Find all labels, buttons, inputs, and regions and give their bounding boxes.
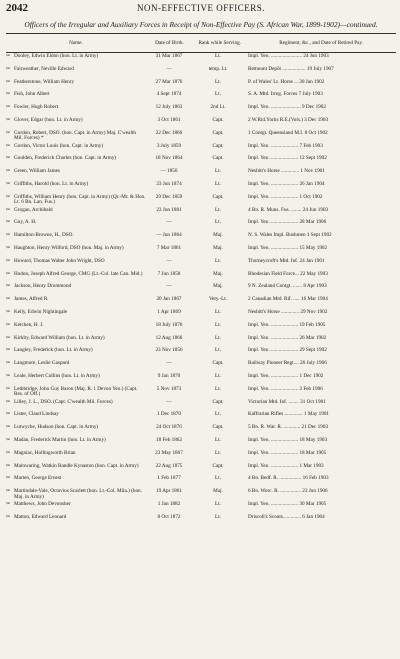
birth-date: 23 Jun 1881 [156, 206, 182, 213]
officer-name: ✂ Howard, Thomas Walter John Wright, DSO [6, 259, 146, 265]
officer-name: ✂ Griffiths, William Henry (hon. Capt. in Army) (Qr.-Mr. & Hon. Lt. 6 Bn. Lan. Fus.) [6, 195, 146, 206]
officer-name: ✂ Ketchen, H. J. [6, 323, 146, 329]
table-row [6, 195, 396, 208]
rank: Maj. [213, 244, 223, 251]
officer-name: ✂ Lethbridge, John Guy Baron (Maj. R. 1 Devon Yeo.) (Capt. Res. of Off.) [6, 387, 146, 398]
birth-date: 23 May 1867 [155, 449, 183, 456]
table-row [6, 80, 396, 93]
officer-name: ✂ Green, William James [6, 169, 146, 175]
rank: Maj. [213, 232, 223, 239]
regiment-date: Impl. Yeo. ..................... 26 Jan 1904 [248, 180, 325, 187]
officer-name: ✂ Langley, Frederick (hon. Lt. in Army) [6, 348, 146, 354]
rank: Lt. [215, 321, 221, 328]
table-row [6, 400, 396, 413]
regiment-date: N. S. Wales Impl. Bushmen 1 Sept 1902 [248, 232, 332, 239]
birth-date: — [166, 360, 172, 367]
birth-date: 27 Mar 1876 [155, 78, 183, 85]
birth-date: — Jun 1864 [156, 232, 182, 239]
table-row [6, 208, 396, 221]
officer-name: ✂ Glover, Edgar (hon. Lt. in Army) [6, 118, 146, 124]
header-name: Name. [69, 40, 83, 46]
regiment-date: Impl. Yeo. ........................ 24 Jun 1903 [248, 53, 329, 59]
birth-date: 9 Jan 1870 [157, 372, 181, 379]
officer-name: ✂ James, Alfred R. [6, 297, 146, 303]
officer-name: ✂ Grogan, Archibald [6, 208, 146, 214]
officer-name: ✂ Matthews, John Devonsher [6, 502, 146, 508]
birth-date: — [166, 65, 172, 72]
birth-date: 29 Dec 1859 [155, 193, 183, 200]
rank: Lt. [215, 500, 221, 507]
regiment-date: Impl. Yeo. ....................... 9 Dec 1902 [248, 104, 326, 111]
table-row [6, 118, 396, 131]
page-number: 2042 [6, 2, 28, 14]
rank: Lt. [215, 449, 221, 456]
officer-name: ✂ Gordon, Victor Louis (hon. Capt. in Army) [6, 144, 146, 150]
rank: Lt. [215, 257, 221, 264]
officer-name: ✂ Lutwyche, Hudson (hon. Capt. in Army) [6, 425, 146, 431]
officer-name: ✂ Gordon, Robert, DSO. (hon. Capt. in Army) Maj. C'wealth Mil. Forces) * [6, 131, 146, 142]
table-row [6, 425, 396, 438]
officer-name: ✂ Marten, George Ernest [6, 476, 146, 482]
rank: Lt. [215, 308, 221, 315]
regiment-date: Thorneycroft's Mtd. Inf. 24 Jan 1901 [248, 257, 325, 264]
regiment-date: 4 Bn. R. Muns. Fus. ........ 24 Jun 1903 [248, 206, 329, 213]
birth-date: 23 Nov 1856 [155, 347, 183, 354]
table-row [6, 284, 396, 297]
birth-date: 22 Aug 1875 [155, 462, 183, 469]
birth-date: 1 Jan 1882 [157, 500, 181, 507]
rank: Maj. [213, 488, 223, 495]
table-row [6, 374, 396, 387]
birth-date: 1 Apr 1869 [157, 308, 181, 315]
regiment-date: Kaffrarian Rifles .............. 1 May 1901 [248, 411, 330, 418]
officer-name: ✂ Kirkby, Edward William (hon. Lt. in Army) [6, 336, 146, 342]
rank: temp. Lt. [208, 65, 228, 72]
rank: Lt. [215, 78, 221, 85]
header-rank: Rank while Serving. [198, 40, 241, 46]
officer-name: ✂ Haughton, Henry Wilford, DSO (hon. Maj. in Army) [6, 246, 146, 252]
table-row [6, 156, 396, 169]
regiment-date: 4 Bn. Bedf. R. ................. 16 Feb 1903 [248, 475, 329, 482]
regiment-date: Impl. Yeo. ..................... 15 May 1902 [248, 244, 328, 251]
table-row [6, 515, 396, 528]
header-birth: Date of Birth. [155, 40, 184, 46]
rank: Lt. [215, 513, 221, 520]
rank: Lt. [215, 411, 221, 418]
officer-name: ✂ Matton, Edward Leonard [6, 515, 146, 521]
rank: Lt. [215, 168, 221, 175]
rank: Vety.-Lt. [208, 296, 228, 303]
regiment-date: Impl. Yeo. ..................... 7 Feb 1903 [248, 142, 323, 149]
regiment-date: Impl. Yeo. ..................... 26 Mar 1902 [248, 334, 327, 341]
rank: Capt. [212, 116, 224, 123]
regiment-date: Victorian Mtd. Inf. ........ 31 Oct 1901 [248, 398, 326, 405]
rank: Capt. [212, 142, 224, 149]
rank: Lt. [215, 53, 221, 59]
rank: Lt. [215, 347, 221, 354]
rank: Lt. [215, 334, 221, 341]
birth-date: 22 Dec 1866 [155, 129, 183, 136]
birth-date: 31 Mar 1867 [155, 53, 183, 59]
regiment-date: Rhodesian Field Force... 22 May 1903 [248, 270, 328, 277]
officer-name: ✂ Mainwaring, Watkin Randle Kynaston (hon. Capt. in Army) [6, 464, 146, 470]
regiment-date: Impl. Yeo. ..................... 18 Mar 1905 [248, 449, 327, 456]
birth-date: 5 Nov 1873 [156, 385, 182, 392]
birth-date: 18 Nov 1864 [155, 155, 183, 162]
birth-date: 7 Mar 1861 [156, 244, 182, 251]
top-bar [6, 2, 396, 16]
officer-name: ✂ Kelly, Edwin Nightingale [6, 310, 146, 316]
table-row [6, 182, 396, 195]
birth-date: 8 Oct 1872 [157, 513, 181, 520]
regiment-date: Nesbitt's Horse .............. 1 Nov 1901 [248, 168, 325, 175]
regiment-date: 5 Bn. R. War. R. ............. 21 Dec 1903 [248, 424, 329, 431]
birth-date: — [166, 283, 172, 290]
birth-date: 24 Oct 1876 [156, 424, 182, 431]
page [6, 2, 396, 527]
table-row [6, 259, 396, 272]
regiment-date: S. A. Mtd. Irreg. Forces 7 July 1903 [248, 91, 323, 98]
officer-name: ✂ Featherstone, William Henry [6, 80, 146, 86]
rank: Lt. [215, 91, 221, 98]
table-row [6, 451, 396, 464]
birth-date: 3 July 1859 [156, 142, 182, 149]
regiment-date: Impl. Yeo. ..................... 29 Sept 1902 [248, 347, 327, 354]
table-row [6, 310, 396, 323]
table-row [6, 502, 396, 515]
officer-name: ✂ Guy, A. H. [6, 220, 146, 226]
officer-name: ✂ Hamilton-Browne, H., DSO. [6, 233, 146, 239]
table-row [6, 246, 396, 259]
regiment-date: Impl. Yeo. ..................... 30 Mar 1905 [248, 500, 327, 507]
rank: Capt. [212, 129, 224, 136]
officer-name: ✂ Langmore, Leslie Gaspard [6, 361, 146, 367]
rank: Capt. [212, 193, 224, 200]
regiment-date: Impl. Yeo. ..................... 2 Feb 1906 [248, 385, 323, 392]
regiment-date: Impl. Yeo. ..................... 18 May 1903 [248, 436, 328, 443]
table-row [6, 67, 396, 80]
officer-name: ✂ Leale, Herbert Collins (hon. Lt. in Army) [6, 374, 146, 380]
table-body [6, 54, 396, 527]
rank: Lt. [215, 385, 221, 392]
regiment-date: Impl. Yeo. ..................... 19 Feb 1905 [248, 321, 326, 328]
regiment-date: Impl. Yeo. ..................... 1 Oct 1902 [248, 193, 323, 200]
table-row [6, 489, 396, 502]
rank: Lt. [215, 206, 221, 213]
officer-name: ✂ Griffiths, Harold (hon. Lt. in Army) [6, 182, 146, 188]
rank: Capt. [212, 462, 224, 469]
officer-name: ✂ Goulden, Frederick Charles (hon. Capt. in Army) [6, 156, 146, 162]
officer-name: ✂ Fairweather, Neville Edward [6, 67, 146, 73]
regiment-date: Impl. Yeo. ..................... 1 Dec 1902 [248, 372, 324, 379]
table-header [6, 33, 396, 53]
rank: Capt. [212, 398, 224, 405]
officer-name: ✂ Lilley, J. L., DSO. (Capt. C'wealth Mil. Forces) [6, 400, 146, 406]
birth-date: 1 Dec 1870 [157, 411, 181, 418]
regiment-date: Impl. Yeo. ..................... 1 Mar 1903 [248, 462, 324, 469]
rank: Capt. [212, 360, 224, 367]
running-head: NON-EFFECTIVE OFFICERS. [136, 3, 265, 13]
table-row [6, 54, 396, 67]
birth-date: 7 Jun 1858 [157, 270, 181, 277]
regiment-date: Impl. Yeo. ..................... 28 Mar 1906 [248, 219, 327, 226]
birth-date: 3 Oct 1861 [157, 116, 181, 123]
birth-date: — 1850 [160, 168, 178, 175]
officer-name: ✂ Jackson, Henry Drummond [6, 284, 146, 290]
regiment-date: 1 Contgt. Queensland M.I. 8 Oct 1902 [248, 129, 328, 136]
table-row [6, 323, 396, 336]
rank: Capt. [212, 424, 224, 431]
birth-date: 4 Sept 1874 [156, 91, 182, 98]
rank: Lt. [215, 436, 221, 443]
table-row [6, 92, 396, 105]
rank: Maj. [213, 283, 223, 290]
regiment-date: 6 Bn. Worc. R. ................ 23 Jun 1906 [248, 488, 328, 495]
regiment-date: P. of Wales' Lt. Horse ... 30 Jan 1902 [248, 78, 325, 85]
officer-name: ✂ Fish, John Albert [6, 92, 146, 98]
birth-date: — [166, 219, 172, 226]
table-row [6, 464, 396, 477]
rank: Capt. [212, 155, 224, 162]
rank: Lt. [215, 372, 221, 379]
rank: Lt. [215, 180, 221, 187]
birth-date: 12 Aug 1866 [155, 334, 183, 341]
officer-name: ✂ Martindale-Vale, Octavius Scarlett (hon. Lt.-Col. Mila.) (hon. Maj. in Army) [6, 489, 146, 500]
regiment-date: Impl. Yeo. ..................... 12 Sept 1902 [248, 155, 327, 162]
birth-date: 12 July 1863 [155, 104, 183, 111]
officer-name: ✂ Madan, Frederick Martin (hon. Lt. in Army) [6, 438, 146, 444]
officer-name: ✂ Lister, Claud Lindsay [6, 412, 146, 418]
regiment-date: 2 Canadian Mtd. Rif. ..... 16 Mar 1904 [248, 296, 328, 303]
birth-date: 18 Feb 1862 [156, 436, 182, 443]
officer-name: ✂ Magniac, Hollingworth Brian [6, 451, 146, 457]
regiment-date: Driscoll's Scouts.............. 6 Jan 1904 [248, 513, 325, 520]
rank: Lt. [215, 475, 221, 482]
regiment-date: 9 N. Zealand Contgt. ....... 8 Apr 1903 [248, 283, 327, 290]
table-row [6, 387, 396, 400]
regiment-date: 2 W.Rid.Yorks R.E.(Vols.) 3 Dec 1903 [248, 116, 329, 123]
birth-date: — [166, 257, 172, 264]
regiment-date: Nesbitt's Horse .............. 29 Nov 1902 [248, 308, 328, 315]
officer-name: ✂ Fowler, Hugh Robert [6, 105, 146, 111]
rank: 2nd Lt. [210, 104, 226, 111]
birth-date: 20 Jan 1867 [156, 296, 182, 303]
birth-date: 1 Feb 1877 [157, 475, 181, 482]
rank: Maj. [213, 270, 223, 277]
birth-date: 18 July 1876 [155, 321, 183, 328]
regiment-date: Railway Pioneer Regt.... 26 July 1906 [248, 360, 327, 367]
table-row [6, 361, 396, 374]
birth-date: 19 Apr 1861 [156, 488, 182, 495]
officer-name: ✂ Dooley, Edwin Eldon (hon. Lt. in Army) [6, 54, 146, 60]
rank: Lt. [215, 219, 221, 226]
regiment-date: Remount Depôt .................. 19 July 1907 [248, 65, 334, 72]
table-row [6, 438, 396, 451]
header-regiment: Regiment, &c., and Date of Retired Pay. [279, 40, 364, 46]
officer-name: ✂ Hudon, Joseph Alfred George, CMG (Lt.-Col. late Can. Mid.) [6, 272, 146, 278]
section-caption: Officers of the Irregular and Auxiliary Forces in Receipt of Non-Effective Pay (S. African War, 1899-1902)—continued. [24, 20, 378, 29]
birth-date: 23 Jun 1874 [156, 180, 182, 187]
table-row [6, 131, 396, 144]
birth-date: — [166, 398, 172, 405]
